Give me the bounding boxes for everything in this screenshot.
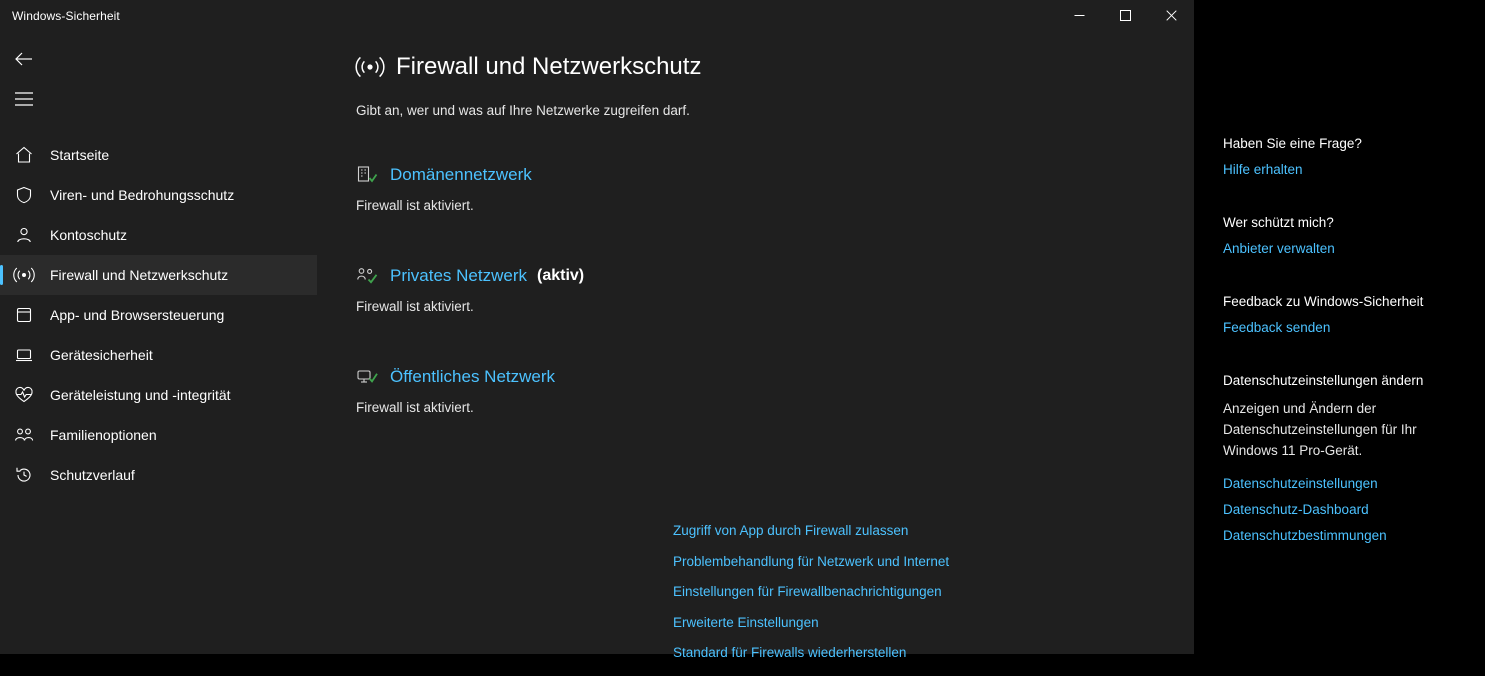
hamburger-menu-icon [15, 92, 33, 106]
profile-active-badge: (aktiv) [536, 267, 585, 284]
family-icon [12, 423, 36, 447]
rail-link-privacy-dashboard[interactable]: Datenschutz-Dashboard [1223, 501, 1369, 517]
wifi-icon [12, 263, 36, 287]
app-window-icon [12, 303, 36, 327]
rail-link-get-help[interactable]: Hilfe erhalten [1223, 162, 1303, 177]
sidebar-nav [0, 135, 317, 495]
sidebar-item-startseite[interactable] [0, 135, 317, 175]
heartbeat-icon [12, 383, 36, 407]
close-button[interactable] [1148, 0, 1194, 31]
profile-link-private-network[interactable]: Privates Netzwerk [390, 266, 527, 285]
menu-button[interactable] [0, 79, 48, 119]
rail-link-manage-providers[interactable]: Anbieter verwalten [1223, 241, 1335, 256]
page-subtitle: Gibt an, wer und was auf Ihre Netzwerke zugreifen darf. [356, 103, 690, 118]
link-allow-app-through-firewall[interactable]: Zugriff von App durch Firewall zulassen [673, 523, 909, 538]
rail-title-privacy: Datenschutzeinstellungen ändern [1223, 373, 1424, 388]
rail-block-question [1223, 136, 1485, 177]
sidebar [0, 31, 318, 654]
rail-block-protection [1223, 215, 1485, 256]
sidebar-item-label: Kontoschutz [50, 227, 128, 243]
sidebar-item-label: Startseite [50, 147, 110, 163]
sidebar-item-schutzverlauf[interactable] [0, 455, 317, 495]
main-content [317, 31, 1424, 660]
laptop-icon [12, 343, 36, 367]
back-button[interactable] [0, 39, 48, 79]
sidebar-item-viren-und-bedrohungsschutz[interactable] [0, 175, 317, 215]
public-network-icon [356, 366, 378, 388]
private-network-icon [356, 265, 378, 287]
link-firewall-notification-settings[interactable]: Einstellungen für Firewallbenachrichtigungen [673, 584, 942, 599]
sidebar-item-geraetesicherheit[interactable] [0, 335, 317, 375]
rail-block-privacy [1223, 373, 1485, 543]
profile-header [356, 366, 876, 388]
maximize-button[interactable] [1102, 0, 1148, 31]
sidebar-item-familienoptionen[interactable] [0, 415, 317, 455]
title-bar [0, 0, 1194, 31]
sidebar-item-label: Viren- und Bedrohungsschutz [50, 187, 235, 203]
rail-title-protection: Wer schützt mich? [1223, 215, 1334, 230]
profile-status: Firewall ist aktiviert. [356, 299, 474, 314]
sidebar-item-label: Schutzverlauf [50, 467, 135, 483]
profile-status: Firewall ist aktiviert. [356, 198, 474, 213]
link-restore-firewall-defaults[interactable]: Standard für Firewalls wiederherstellen [673, 645, 907, 660]
link-advanced-settings[interactable]: Erweiterte Einstellungen [673, 614, 819, 630]
profile-link-public-network[interactable]: Öffentliches Netzwerk [390, 367, 556, 386]
rail-block-feedback [1223, 294, 1485, 335]
minimize-icon [1074, 10, 1085, 21]
shield-icon [12, 183, 36, 207]
profile-header [356, 265, 876, 287]
sidebar-item-label: App- und Browsersteuerung [50, 307, 225, 323]
right-rail [1223, 136, 1485, 581]
rail-link-privacy-settings[interactable]: Datenschutzeinstellungen [1223, 475, 1378, 491]
page-header [356, 53, 701, 81]
person-icon [12, 223, 36, 247]
sidebar-item-label: Familienoptionen [50, 427, 157, 443]
domain-network-icon [356, 164, 378, 186]
sidebar-item-label: Firewall und Netzwerkschutz [50, 267, 229, 283]
rail-text-privacy: Anzeigen und Ändern der Datenschutzeinstellungen für Ihr Windows 11 Pro-Gerät. [1223, 401, 1417, 458]
maximize-icon [1120, 10, 1131, 21]
sidebar-item-kontoschutz[interactable] [0, 215, 317, 255]
history-icon [12, 463, 36, 487]
profile-link-domain-network[interactable]: Domänennetzwerk [390, 165, 532, 184]
close-icon [1166, 10, 1177, 21]
rail-link-send-feedback[interactable]: Feedback senden [1223, 320, 1331, 335]
sidebar-item-label: Gerätesicherheit [50, 347, 153, 363]
profile-domain-network [356, 164, 876, 213]
profile-private-network [356, 265, 876, 314]
rail-title-feedback: Feedback zu Windows-Sicherheit [1223, 294, 1424, 309]
sidebar-item-geraeteleistung-und-integritaet[interactable] [0, 375, 317, 415]
wifi-icon [356, 53, 384, 81]
window-controls [1056, 0, 1194, 31]
link-network-troubleshooter[interactable]: Problembehandlung für Netzwerk und Internet [673, 553, 950, 569]
profile-status: Firewall ist aktiviert. [356, 400, 474, 415]
sidebar-item-firewall-und-netzwerkschutz[interactable] [0, 255, 317, 295]
sidebar-top-controls [0, 31, 317, 119]
firewall-action-links [673, 523, 1093, 676]
profile-header [356, 164, 876, 186]
profile-public-network [356, 366, 876, 415]
home-icon [12, 143, 36, 167]
rail-title-question: Haben Sie eine Frage? [1223, 136, 1362, 151]
back-arrow-icon [14, 49, 34, 69]
rail-link-privacy-statement[interactable]: Datenschutzbestimmungen [1223, 527, 1387, 543]
sidebar-item-app-und-browsersteuerung[interactable] [0, 295, 317, 335]
minimize-button[interactable] [1056, 0, 1102, 31]
window-title: Windows-Sicherheit [12, 8, 120, 23]
firewall-profiles [356, 164, 876, 415]
page-title: Firewall und Netzwerkschutz [396, 53, 702, 80]
sidebar-item-label: Geräteleistung und -integrität [50, 387, 231, 403]
